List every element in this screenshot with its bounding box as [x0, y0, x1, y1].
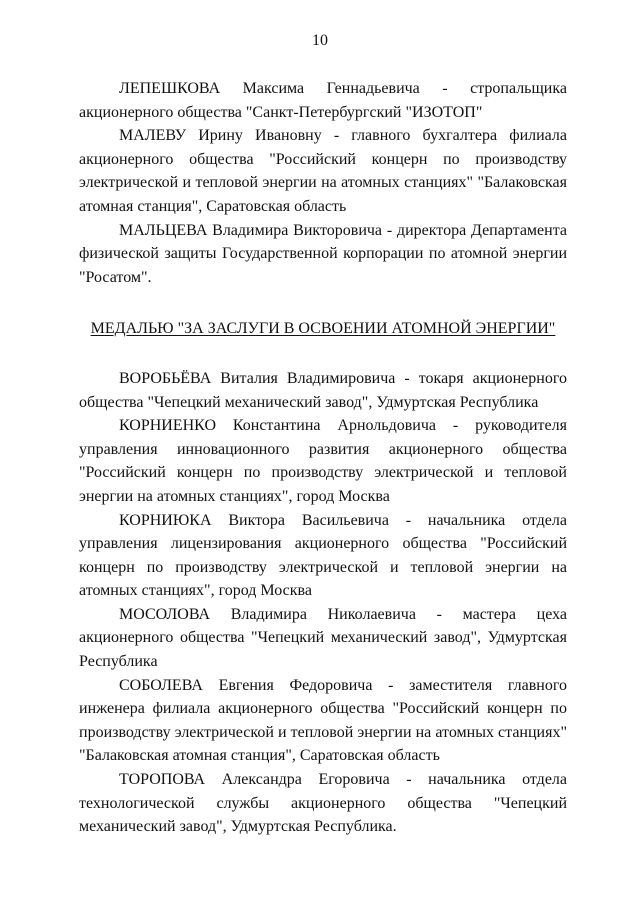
document-body — [79, 77, 567, 839]
award-entry: ТОРОПОВА Александра Егоровича - начальника отдела технологической службы акционерного общества "Чепецкий механический завод", Удмуртская Республика. — [79, 771, 567, 836]
page-number: 10 — [312, 32, 328, 49]
award-entry: МАЛЬЦЕВА Владимира Викторовича - директора Департамента физической защиты Государственной корпорации по атомной энергии "Росатом". — [79, 221, 567, 286]
award-entry: ЛЕПЕШКОВА Максима Геннадьевича - стропальщика акционерного общества "Санкт-Петербургский "ИЗОТОП" — [79, 80, 567, 121]
section-heading: МЕДАЛЬЮ "ЗА ЗАСЛУГИ В ОСВОЕНИИ АТОМНОЙ ЭНЕРГИИ" — [90, 320, 556, 338]
award-entry: МАЛЕВУ Ирину Ивановну - главного бухгалтера филиала акционерного общества "Российский концерн по производству электрической и тепловой энергии на атомных станциях" "Балаковская атомная станция", Саратовская область — [79, 127, 567, 215]
award-entry: ВОРОБЬЁВА Виталия Владимировича - токаря акционерного общества "Чепецкий механический завод", Удмуртская Республика — [79, 369, 567, 411]
award-entry: КОРНИЮКА Виктора Васильевича - начальника отдела управления лицензирования акционерного общества "Российский концерн по производству электрической и тепловой энергии на атомных станциях", город Москва — [79, 511, 567, 600]
award-entry: КОРНИЕНКО Константина Арнольдовича - руководителя управления инновационного развития акционерного общества "Российский концерн по производству электрической и тепловой энергии на атомных станциях", город Москва — [79, 417, 567, 505]
award-entry: СОБОЛЕВА Евгения Федоровича - заместителя главного инженера филиала акционерного общества "Российский концерн по производству электрической и тепловой энергии на атомных станциях" "Балаковская атомная станция", Саратовская область — [79, 676, 567, 765]
award-entry: МОСОЛОВА Владимира Николаевича - мастера цеха акционерного общества "Чепецкий механический завод", Удмуртская Республика — [79, 605, 567, 671]
